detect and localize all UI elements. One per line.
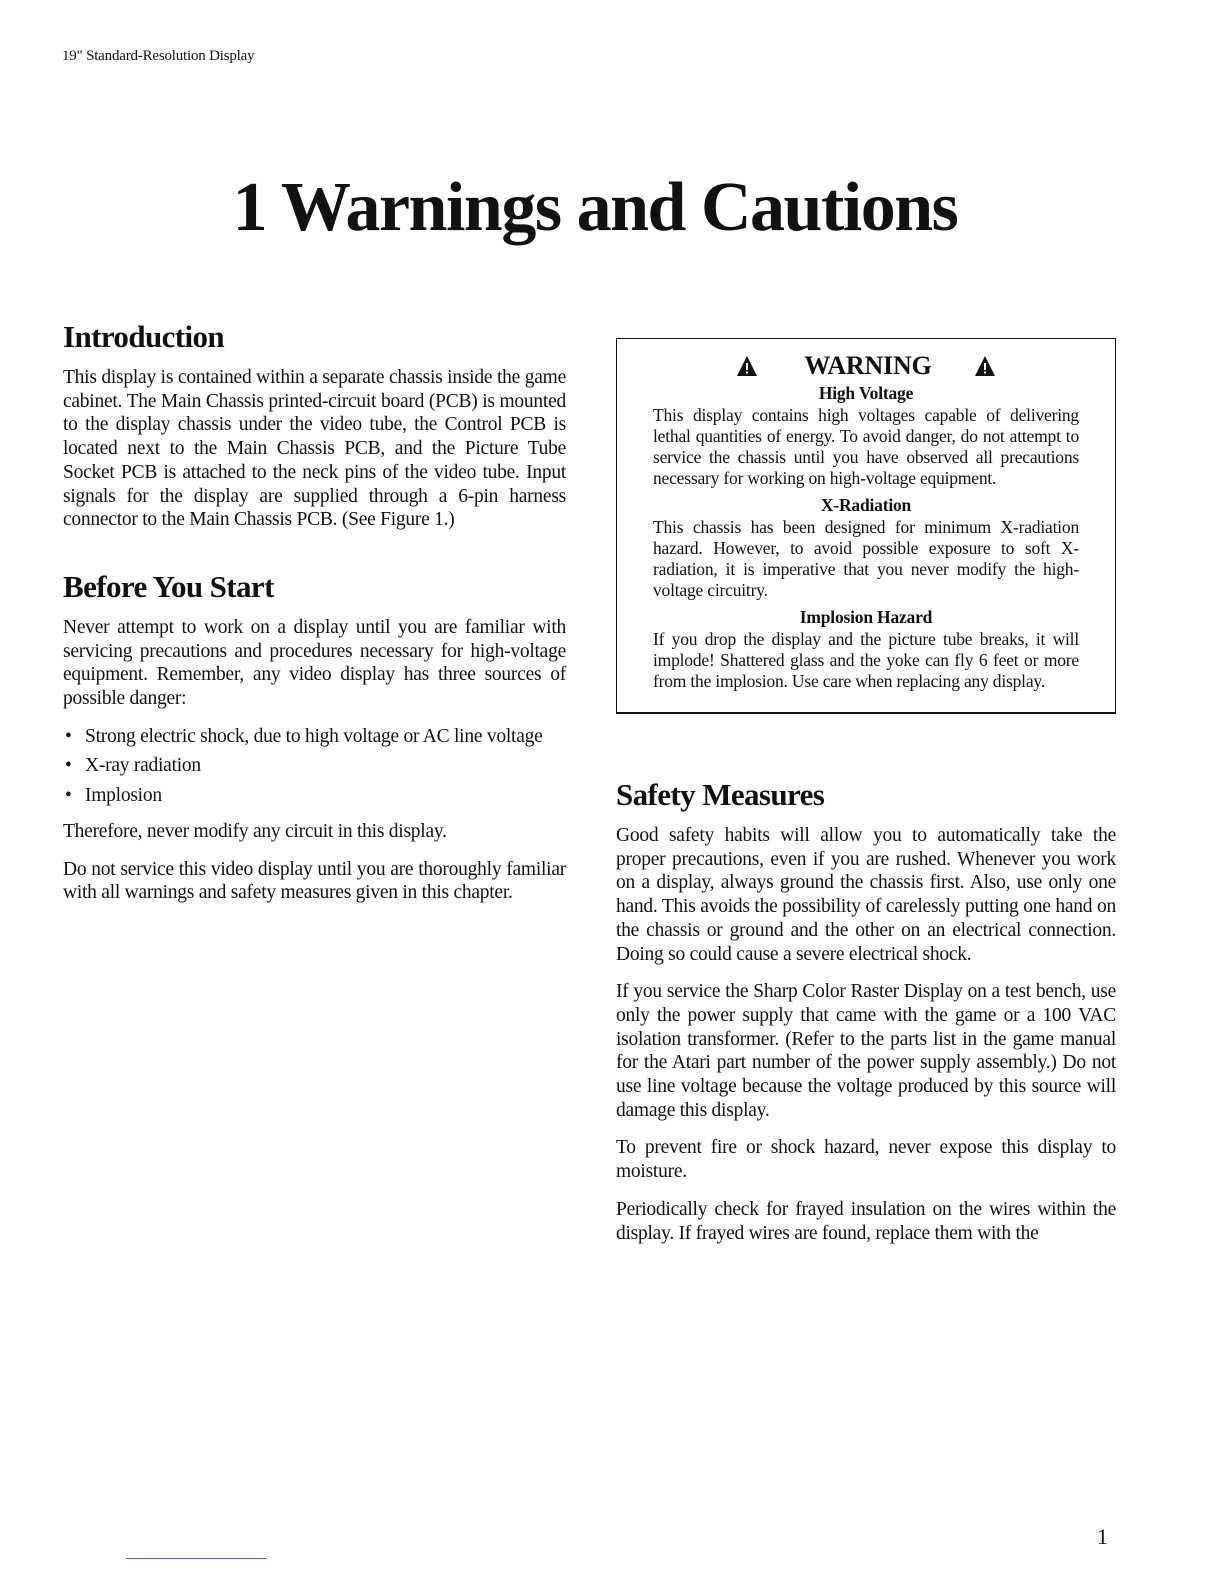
- warning-triangle-icon: [974, 355, 996, 377]
- x-radiation-text: This chassis has been designed for minimum X-radiation hazard. However, to avoid possible exposure to soft X-radiation, it is imperative that you never modify the high-voltage circuitry.: [653, 517, 1079, 600]
- list-item: • Strong electric shock, due to high voltage or AC line voltage: [63, 725, 566, 749]
- warning-box: [616, 338, 1116, 714]
- introduction-text: This display is contained within a separate chassis inside the game cabinet. The Main Chassis printed-circuit board (PCB) is mounted to the display chassis under the video tube, the Control PCB is located next to the Main Chassis PCB, and the Picture Tube Socket PCB is attached to the neck pins of the video tube. Input signals for the display are supplied through a 6-pin harness connector to the Main Chassis PCB. (See Figure 1.): [63, 367, 566, 531]
- running-head: 19" Standard-Resolution Display: [62, 48, 255, 64]
- chapter-title: 1 Warnings and Cautions: [232, 169, 958, 246]
- list-item: • Implosion: [63, 784, 566, 808]
- modify-warning-text: Therefore, never modify any circuit in this display.: [63, 820, 447, 842]
- high-voltage-heading: High Voltage: [818, 383, 914, 403]
- safety-text-4: Periodically check for frayed insulation on the wires within the display. If frayed wires are found, replace them with the: [616, 1198, 1116, 1244]
- introduction-heading: Introduction: [63, 319, 225, 354]
- service-warning-text: Do not service this video display until you are thoroughly familiar with all warnings and safety measures given in this chapter.: [63, 858, 566, 904]
- warning-title: WARNING: [804, 351, 932, 380]
- safety-text-1: Good safety habits will allow you to automatically take the proper precautions, even if you are rushed. Whenever you work on a display, always ground the chassis first. Also, use only one hand. This avoids the possibility of carelessly putting one hand on the chassis or ground and the other on an electrical connection. Doing so could cause a severe electrical shock.: [616, 825, 1116, 965]
- high-voltage-text: This display contains high voltages capable of delivering lethal quantities of energy. To avoid danger, do not attempt to service the chassis until you have observed all precautions necessary for working on high-voltage equipment.: [653, 405, 1079, 488]
- x-radiation-heading: X-Radiation: [820, 495, 912, 515]
- warning-triangle-icon: [736, 355, 758, 377]
- implosion-text: If you drop the display and the picture tube breaks, it will implode! Shattered glass and the yoke can fly 6 feet or more from the implosion. Use care when replacing any display.: [653, 629, 1079, 691]
- safety-text-3: To prevent fire or shock hazard, never expose this display to moisture.: [616, 1137, 1116, 1183]
- left-column: [63, 318, 566, 919]
- warning-header: [653, 351, 1079, 381]
- right-column: [616, 338, 1116, 1259]
- list-item: • X-ray radiation: [63, 754, 566, 778]
- danger-list: [63, 725, 566, 808]
- safety-measures-heading: Safety Measures: [616, 777, 825, 812]
- implosion-heading: Implosion Hazard: [799, 607, 933, 627]
- safety-text-2: If you service the Sharp Color Raster Display on a test bench, use only the power supply that came with the game or a 100 VAC isolation transformer. (Refer to the parts list in the game manual for the Atari part number of the power supply assembly.) Do not use line voltage because the voltage produced by this source will damage this display.: [616, 981, 1116, 1121]
- before-you-start-intro: Never attempt to work on a display until you are familiar with servicing precautions and procedures necessary for high-voltage equipment. Remember, any video display has three sources of possible danger:: [63, 616, 566, 710]
- page-number: 1: [1097, 1524, 1108, 1549]
- before-you-start-heading: Before You Start: [63, 568, 274, 604]
- footer-divider: [126, 1558, 267, 1559]
